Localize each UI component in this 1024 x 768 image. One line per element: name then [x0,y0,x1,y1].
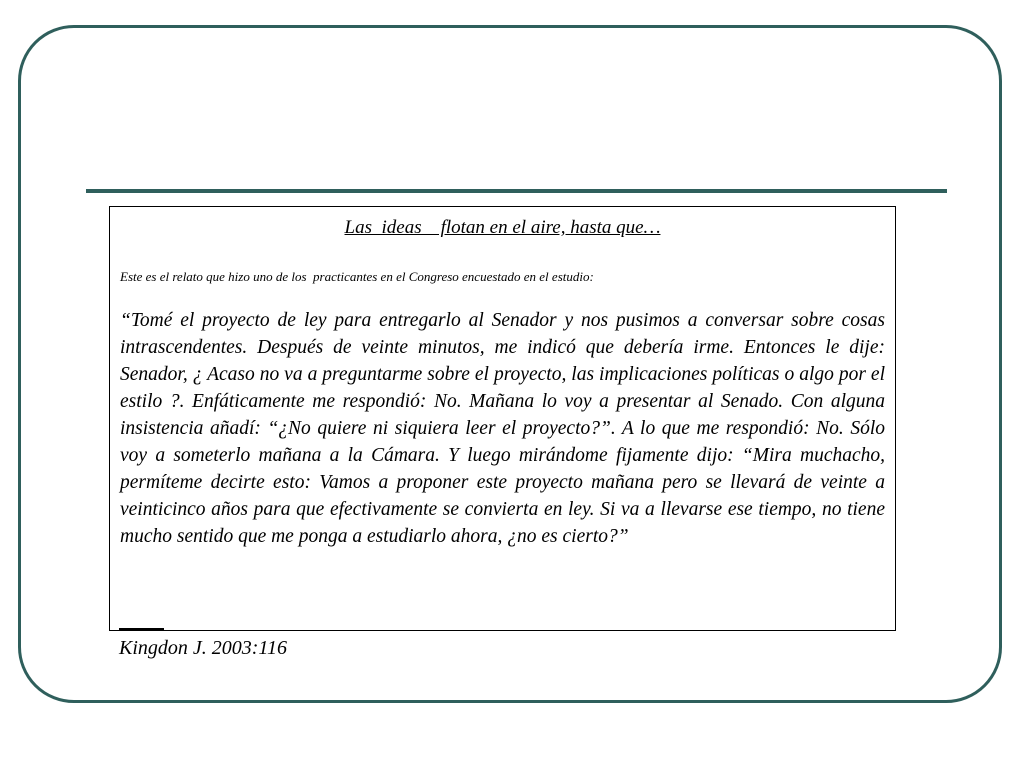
citation-divider [119,628,164,630]
intro-text: Este es el relato que hizo uno de los practicantes en el Congreso encuestado en el estudio: [120,269,594,284]
title-divider [86,189,947,193]
box-title: Las ideas flotan en el aire, hasta que… [344,217,661,238]
quote-box [109,206,896,631]
citation: Kingdon J. 2003:116 [119,637,287,659]
quote-text: “Tomé el proyecto de ley para entregarlo al Senador y nos pusimos a conversar sobre cosas intrascendentes. Después de veinte minutos, me indicó que debería irme. Entonces le dije: Senador, ¿ Acaso no va a preguntarme sobre el proyecto, las implicaciones políticas o algo por el estilo ?. Enfáticamente me respondió: No. Mañana lo voy a presentar al Senado. Con alguna insistencia añadí: “¿No quiere ni siquiera leer el proyecto?”. A lo que me respondió: No. Sólo voy a someterlo mañana a la Cámara. Y luego mirándome fijamente dijo: “Mira muchacho, permíteme decirte esto: Vamos a proponer este proyecto mañana pero se llevará de veinte a veinticinco años para que efectivamente se convierta en ley. Si va a llevarse ese tiempo, no tiene mucho sentido que me ponga a estudiarlo ahora, ¿no es cierto?” [120,310,885,547]
